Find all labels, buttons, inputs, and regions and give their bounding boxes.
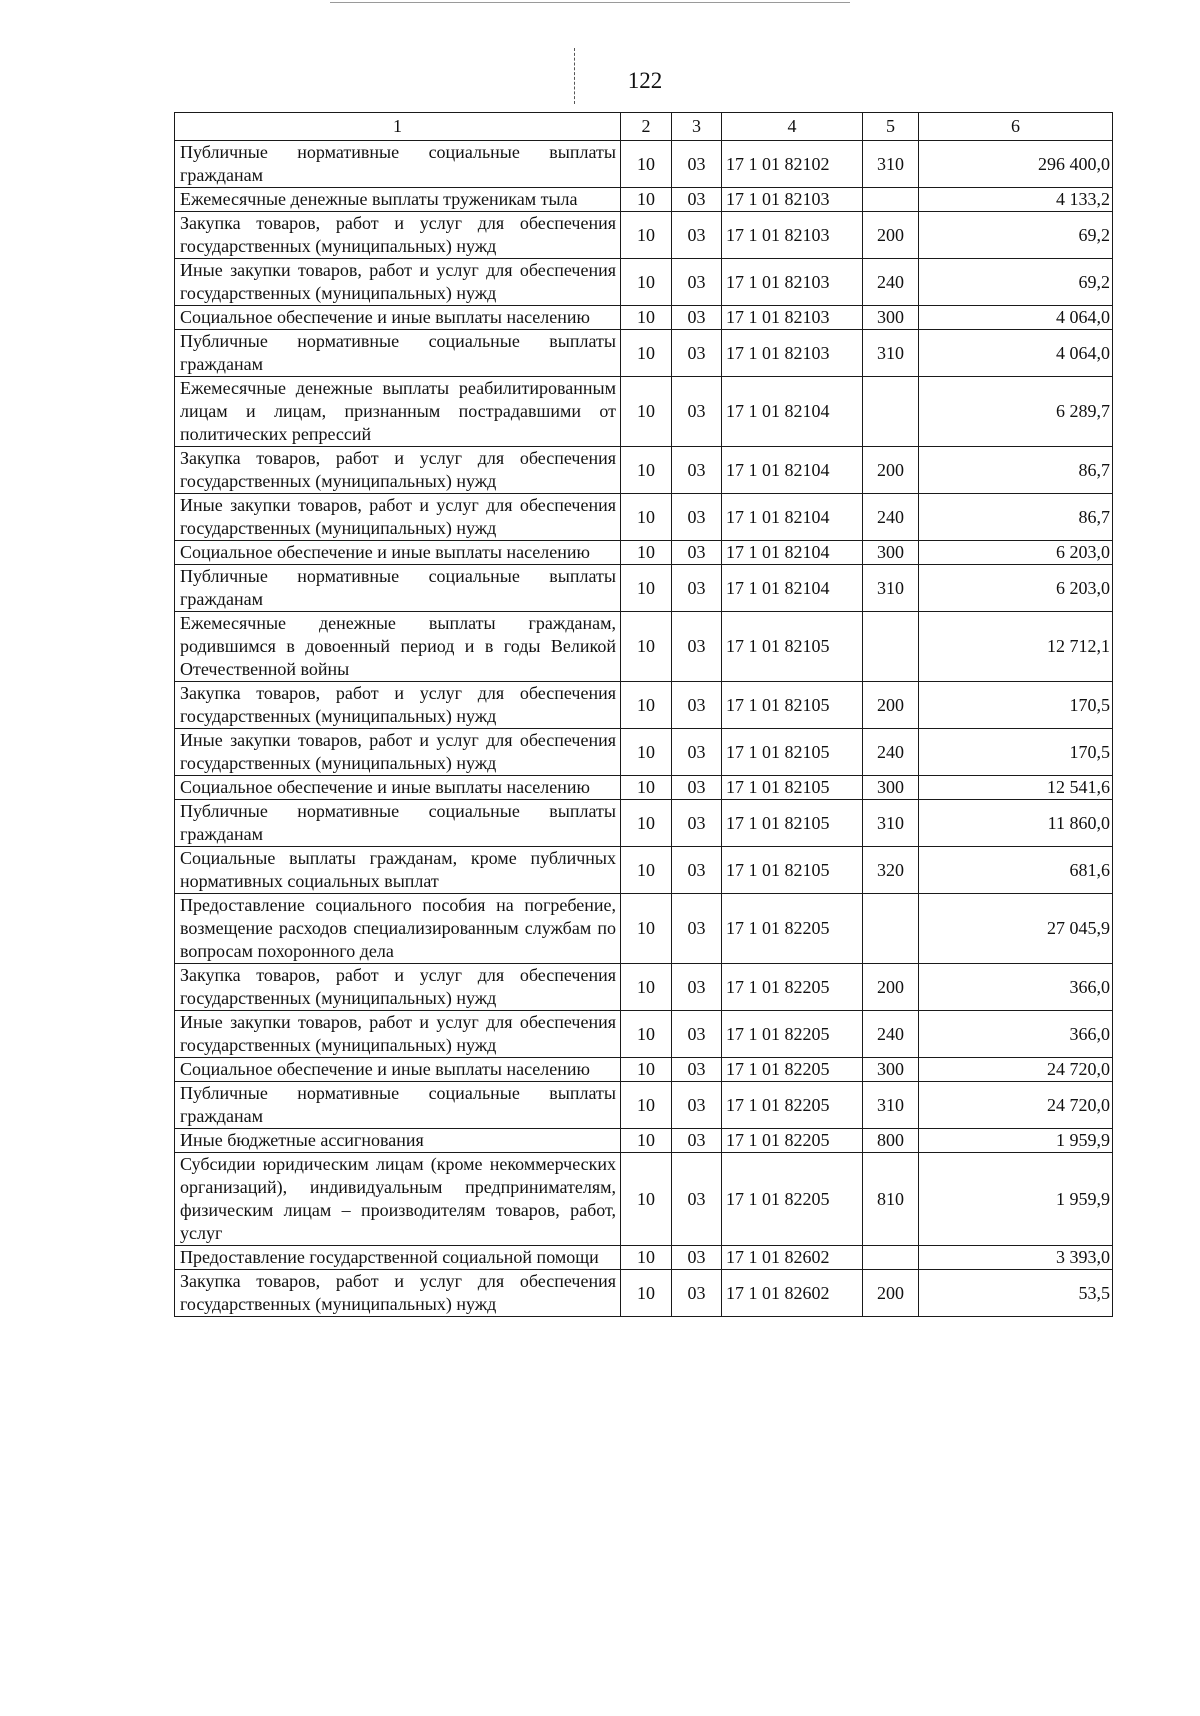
row-expense-type-cell — [863, 612, 919, 682]
table-row — [175, 306, 1113, 330]
row-section-cell: 10 — [621, 964, 672, 1011]
row-amount-cell: 12 541,6 — [919, 776, 1113, 800]
row-amount-cell: 11 860,0 — [919, 800, 1113, 847]
row-subsection-cell: 03 — [672, 212, 722, 259]
row-subsection-cell: 03 — [672, 188, 722, 212]
table-row — [175, 776, 1113, 800]
row-expense-type-cell: 200 — [863, 212, 919, 259]
table-header — [175, 113, 1113, 141]
row-amount-cell: 86,7 — [919, 494, 1113, 541]
row-amount-cell: 366,0 — [919, 1011, 1113, 1058]
row-name-cell: Иные закупки товаров, работ и услуг для обеспечения государственных (муниципальных) нужд — [175, 259, 621, 306]
row-name-cell: Публичные нормативные социальные выплаты гражданам — [175, 800, 621, 847]
row-target-code-cell: 17 1 01 82602 — [722, 1246, 863, 1270]
row-expense-type-cell: 800 — [863, 1129, 919, 1153]
row-target-code-cell: 17 1 01 82104 — [722, 565, 863, 612]
row-subsection-cell: 03 — [672, 1129, 722, 1153]
row-subsection-cell: 03 — [672, 894, 722, 964]
row-name-cell: Социальное обеспечение и иные выплаты населению — [175, 1058, 621, 1082]
row-name-cell: Иные закупки товаров, работ и услуг для обеспечения государственных (муниципальных) нужд — [175, 1011, 621, 1058]
row-amount-cell: 12 712,1 — [919, 612, 1113, 682]
row-amount-cell: 69,2 — [919, 259, 1113, 306]
table-row — [175, 800, 1113, 847]
scan-top-rule — [330, 2, 850, 3]
row-subsection-cell: 03 — [672, 259, 722, 306]
row-target-code-cell: 17 1 01 82105 — [722, 847, 863, 894]
table-row — [175, 447, 1113, 494]
row-target-code-cell: 17 1 01 82205 — [722, 964, 863, 1011]
row-target-code-cell: 17 1 01 82105 — [722, 682, 863, 729]
row-section-cell: 10 — [621, 1129, 672, 1153]
table-row — [175, 1246, 1113, 1270]
row-section-cell: 10 — [621, 894, 672, 964]
row-name-cell: Закупка товаров, работ и услуг для обеспечения государственных (муниципальных) нужд — [175, 212, 621, 259]
row-subsection-cell: 03 — [672, 964, 722, 1011]
row-target-code-cell: 17 1 01 82103 — [722, 330, 863, 377]
row-section-cell: 10 — [621, 1246, 672, 1270]
row-amount-cell: 1 959,9 — [919, 1153, 1113, 1246]
row-section-cell: 10 — [621, 188, 672, 212]
table-row — [175, 1129, 1113, 1153]
row-expense-type-cell: 240 — [863, 494, 919, 541]
row-section-cell: 10 — [621, 682, 672, 729]
table-row — [175, 541, 1113, 565]
row-expense-type-cell — [863, 1246, 919, 1270]
row-amount-cell: 6 203,0 — [919, 541, 1113, 565]
row-expense-type-cell: 300 — [863, 1058, 919, 1082]
row-target-code-cell: 17 1 01 82205 — [722, 1129, 863, 1153]
header-col-subsection: 3 — [672, 113, 722, 141]
row-subsection-cell: 03 — [672, 800, 722, 847]
row-amount-cell: 24 720,0 — [919, 1058, 1113, 1082]
row-expense-type-cell: 240 — [863, 259, 919, 306]
row-expense-type-cell: 300 — [863, 306, 919, 330]
row-subsection-cell: 03 — [672, 1082, 722, 1129]
row-name-cell: Ежемесячные денежные выплаты гражданам, родившимся в довоенный период и в годы Великой Отечественной войны — [175, 612, 621, 682]
row-section-cell: 10 — [621, 1058, 672, 1082]
row-subsection-cell: 03 — [672, 729, 722, 776]
row-section-cell: 10 — [621, 306, 672, 330]
table-row — [175, 377, 1113, 447]
row-name-cell: Публичные нормативные социальные выплаты гражданам — [175, 1082, 621, 1129]
row-subsection-cell: 03 — [672, 1270, 722, 1317]
row-target-code-cell: 17 1 01 82103 — [722, 188, 863, 212]
row-subsection-cell: 03 — [672, 682, 722, 729]
table-row — [175, 188, 1113, 212]
table-row — [175, 494, 1113, 541]
row-expense-type-cell: 310 — [863, 1082, 919, 1129]
row-amount-cell: 69,2 — [919, 212, 1113, 259]
row-section-cell: 10 — [621, 776, 672, 800]
table-row — [175, 612, 1113, 682]
row-name-cell: Социальное обеспечение и иные выплаты населению — [175, 776, 621, 800]
row-amount-cell: 27 045,9 — [919, 894, 1113, 964]
row-section-cell: 10 — [621, 141, 672, 188]
row-subsection-cell: 03 — [672, 141, 722, 188]
row-expense-type-cell: 310 — [863, 141, 919, 188]
row-subsection-cell: 03 — [672, 541, 722, 565]
row-target-code-cell: 17 1 01 82105 — [722, 729, 863, 776]
row-target-code-cell: 17 1 01 82602 — [722, 1270, 863, 1317]
row-expense-type-cell: 810 — [863, 1153, 919, 1246]
table-row — [175, 212, 1113, 259]
row-section-cell: 10 — [621, 1153, 672, 1246]
row-section-cell: 10 — [621, 330, 672, 377]
row-subsection-cell: 03 — [672, 494, 722, 541]
row-subsection-cell: 03 — [672, 377, 722, 447]
row-subsection-cell: 03 — [672, 1246, 722, 1270]
row-name-cell: Социальные выплаты гражданам, кроме публичных нормативных социальных выплат — [175, 847, 621, 894]
row-name-cell: Социальное обеспечение и иные выплаты населению — [175, 306, 621, 330]
table-row — [175, 1011, 1113, 1058]
row-subsection-cell: 03 — [672, 565, 722, 612]
row-target-code-cell: 17 1 01 82103 — [722, 212, 863, 259]
row-section-cell: 10 — [621, 541, 672, 565]
row-section-cell: 10 — [621, 259, 672, 306]
row-subsection-cell: 03 — [672, 612, 722, 682]
table-row — [175, 1058, 1113, 1082]
row-expense-type-cell: 200 — [863, 964, 919, 1011]
row-target-code-cell: 17 1 01 82104 — [722, 541, 863, 565]
row-amount-cell: 6 203,0 — [919, 565, 1113, 612]
row-subsection-cell: 03 — [672, 847, 722, 894]
row-target-code-cell: 17 1 01 82104 — [722, 377, 863, 447]
row-name-cell: Публичные нормативные социальные выплаты гражданам — [175, 330, 621, 377]
row-subsection-cell: 03 — [672, 776, 722, 800]
row-amount-cell: 170,5 — [919, 729, 1113, 776]
row-amount-cell: 4 064,0 — [919, 306, 1113, 330]
row-section-cell: 10 — [621, 377, 672, 447]
row-amount-cell: 681,6 — [919, 847, 1113, 894]
header-col-name: 1 — [175, 113, 621, 141]
row-amount-cell: 86,7 — [919, 447, 1113, 494]
row-expense-type-cell: 300 — [863, 541, 919, 565]
row-amount-cell: 53,5 — [919, 1270, 1113, 1317]
table-row — [175, 259, 1113, 306]
row-expense-type-cell: 200 — [863, 447, 919, 494]
table-row — [175, 1270, 1113, 1317]
row-section-cell: 10 — [621, 1082, 672, 1129]
row-target-code-cell: 17 1 01 82103 — [722, 259, 863, 306]
table-row — [175, 847, 1113, 894]
row-expense-type-cell: 240 — [863, 729, 919, 776]
row-target-code-cell: 17 1 01 82205 — [722, 1011, 863, 1058]
row-expense-type-cell — [863, 894, 919, 964]
table-row — [175, 964, 1113, 1011]
table-row — [175, 729, 1113, 776]
row-target-code-cell: 17 1 01 82104 — [722, 447, 863, 494]
header-col-expense-type: 5 — [863, 113, 919, 141]
table-row — [175, 141, 1113, 188]
header-row — [175, 113, 1113, 141]
row-section-cell: 10 — [621, 847, 672, 894]
row-section-cell: 10 — [621, 1011, 672, 1058]
row-section-cell: 10 — [621, 729, 672, 776]
row-section-cell: 10 — [621, 494, 672, 541]
row-amount-cell: 24 720,0 — [919, 1082, 1113, 1129]
row-subsection-cell: 03 — [672, 330, 722, 377]
row-expense-type-cell: 200 — [863, 1270, 919, 1317]
row-name-cell: Иные закупки товаров, работ и услуг для обеспечения государственных (муниципальных) нужд — [175, 729, 621, 776]
row-target-code-cell: 17 1 01 82105 — [722, 800, 863, 847]
row-section-cell: 10 — [621, 447, 672, 494]
row-name-cell: Публичные нормативные социальные выплаты гражданам — [175, 565, 621, 612]
row-section-cell: 10 — [621, 612, 672, 682]
row-amount-cell: 4 133,2 — [919, 188, 1113, 212]
row-section-cell: 10 — [621, 212, 672, 259]
row-name-cell: Закупка товаров, работ и услуг для обеспечения государственных (муниципальных) нужд — [175, 682, 621, 729]
row-name-cell: Предоставление социального пособия на погребение, возмещение расходов специализированным службам по вопросам похоронного дела — [175, 894, 621, 964]
row-target-code-cell: 17 1 01 82104 — [722, 494, 863, 541]
page-number: 122 — [627, 68, 663, 93]
row-expense-type-cell — [863, 188, 919, 212]
row-name-cell: Закупка товаров, работ и услуг для обеспечения государственных (муниципальных) нужд — [175, 1270, 621, 1317]
row-amount-cell: 4 064,0 — [919, 330, 1113, 377]
row-expense-type-cell: 240 — [863, 1011, 919, 1058]
row-amount-cell: 366,0 — [919, 964, 1113, 1011]
row-expense-type-cell: 320 — [863, 847, 919, 894]
row-subsection-cell: 03 — [672, 447, 722, 494]
row-expense-type-cell: 310 — [863, 330, 919, 377]
row-name-cell: Иные бюджетные ассигнования — [175, 1129, 621, 1153]
row-expense-type-cell: 310 — [863, 800, 919, 847]
row-target-code-cell: 17 1 01 82102 — [722, 141, 863, 188]
row-expense-type-cell: 310 — [863, 565, 919, 612]
header-col-target-code: 4 — [722, 113, 863, 141]
table-body — [175, 141, 1113, 1317]
row-subsection-cell: 03 — [672, 1153, 722, 1246]
table-row — [175, 1082, 1113, 1129]
row-amount-cell: 296 400,0 — [919, 141, 1113, 188]
row-name-cell: Закупка товаров, работ и услуг для обеспечения государственных (муниципальных) нужд — [175, 447, 621, 494]
row-section-cell: 10 — [621, 800, 672, 847]
table-row — [175, 565, 1113, 612]
row-name-cell: Субсидии юридическим лицам (кроме некоммерческих организаций), индивидуальным предпринимателям, физическим лицам – производителям товаров, работ, услуг — [175, 1153, 621, 1246]
header-col-amount: 6 — [919, 113, 1113, 141]
row-target-code-cell: 17 1 01 82105 — [722, 776, 863, 800]
header-col-section: 2 — [621, 113, 672, 141]
row-amount-cell: 3 393,0 — [919, 1246, 1113, 1270]
row-target-code-cell: 17 1 01 82205 — [722, 894, 863, 964]
table-row — [175, 330, 1113, 377]
row-amount-cell: 170,5 — [919, 682, 1113, 729]
row-subsection-cell: 03 — [672, 1011, 722, 1058]
row-expense-type-cell — [863, 377, 919, 447]
row-amount-cell: 1 959,9 — [919, 1129, 1113, 1153]
row-target-code-cell: 17 1 01 82105 — [722, 612, 863, 682]
row-target-code-cell: 17 1 01 82205 — [722, 1058, 863, 1082]
row-name-cell: Предоставление государственной социальной помощи — [175, 1246, 621, 1270]
row-target-code-cell: 17 1 01 82205 — [722, 1082, 863, 1129]
row-subsection-cell: 03 — [672, 1058, 722, 1082]
row-target-code-cell: 17 1 01 82103 — [722, 306, 863, 330]
row-name-cell: Социальное обеспечение и иные выплаты населению — [175, 541, 621, 565]
row-name-cell: Ежемесячные денежные выплаты труженикам тыла — [175, 188, 621, 212]
row-name-cell: Закупка товаров, работ и услуг для обеспечения государственных (муниципальных) нужд — [175, 964, 621, 1011]
budget-table — [174, 112, 1113, 1317]
row-expense-type-cell: 200 — [863, 682, 919, 729]
table-row — [175, 894, 1113, 964]
row-name-cell: Публичные нормативные социальные выплаты гражданам — [175, 141, 621, 188]
row-section-cell: 10 — [621, 1270, 672, 1317]
row-amount-cell: 6 289,7 — [919, 377, 1113, 447]
row-expense-type-cell: 300 — [863, 776, 919, 800]
row-section-cell: 10 — [621, 565, 672, 612]
row-target-code-cell: 17 1 01 82205 — [722, 1153, 863, 1246]
row-name-cell: Ежемесячные денежные выплаты реабилитированным лицам и лицам, признанным пострадавшими от политических репрессий — [175, 377, 621, 447]
table-row — [175, 1153, 1113, 1246]
table-row — [175, 682, 1113, 729]
row-name-cell: Иные закупки товаров, работ и услуг для обеспечения государственных (муниципальных) нужд — [175, 494, 621, 541]
row-subsection-cell: 03 — [672, 306, 722, 330]
